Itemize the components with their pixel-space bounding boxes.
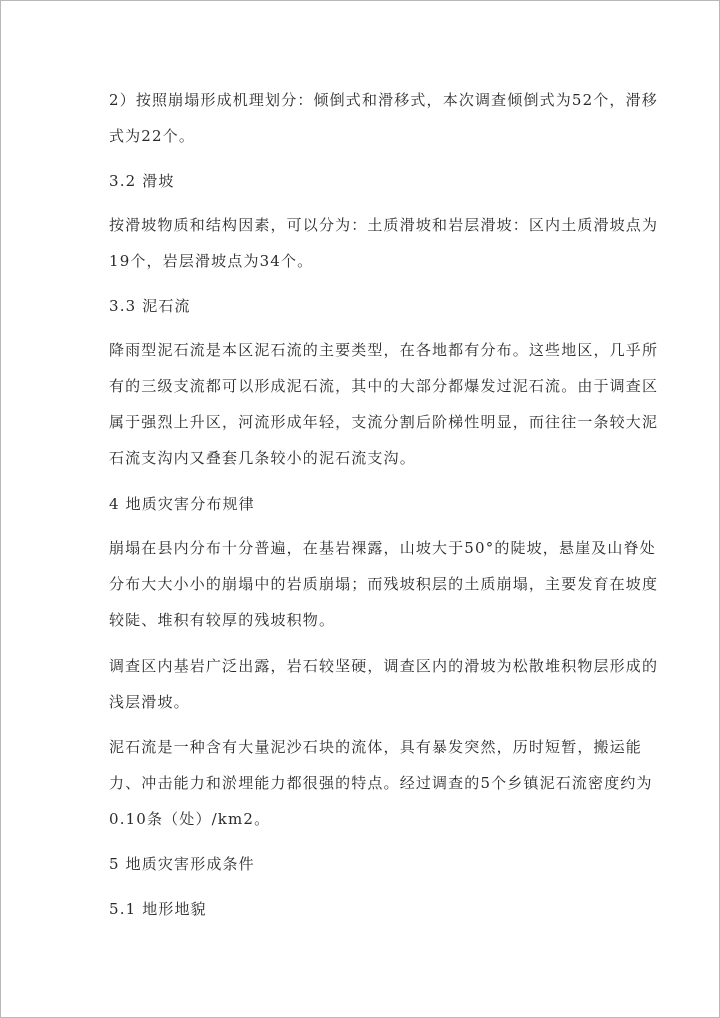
text-line: 崩塌在县内分布十分普遍，在基岩裸露，山坡大于50°的陡坡，悬崖及山脊处 <box>109 539 656 557</box>
section-heading: 5 地质灾害形成条件 <box>109 855 255 873</box>
text-line: 较陡、堆积有较厚的残坡积物。 <box>109 611 336 629</box>
text-line: 石流支沟内又叠套几条较小的泥石流支沟。 <box>109 449 416 467</box>
text-line: 分布大大小小的崩塌中的岩质崩塌；而残坡积层的土质崩塌，主要发育在坡度 <box>109 575 659 593</box>
text-line: 属于强烈上升区，河流形成年轻，支流分割后阶梯性明显，而往往一条较大泥 <box>109 413 659 431</box>
text-line: 2）按照崩塌形成机理划分：倾倒式和滑移式，本次调查倾倒式为52个，滑移 <box>109 91 658 109</box>
text-line: 19个，岩层滑坡点为34个。 <box>109 252 314 270</box>
text-line: 泥石流是一种含有大量泥沙石块的流体，具有暴发突然，历时短暂，搬运能 <box>109 738 642 756</box>
text-line: 式为22个。 <box>109 127 195 145</box>
text-line: 力、冲击能力和淤埋能力都很强的特点。经过调查的5个乡镇泥石流密度约为 <box>109 774 653 792</box>
text-line: 调查区内基岩广泛出露，岩石较坚硬，调查区内的滑坡为松散堆积物层形成的 <box>109 657 659 675</box>
section-heading: 3.3 泥石流 <box>109 297 191 315</box>
text-line: 按滑坡物质和结构因素，可以分为：土质滑坡和岩层滑坡：区内土质滑坡点为 <box>109 216 659 234</box>
section-heading: 5.1 地形地貌 <box>109 900 207 918</box>
text-line: 0.10条（处）/km2。 <box>109 810 271 828</box>
section-heading: 4 地质灾害分布规律 <box>109 495 255 513</box>
text-line: 浅层滑坡。 <box>109 693 190 711</box>
text-line: 有的三级支流都可以形成泥石流，其中的大部分都爆发过泥石流。由于调查区 <box>109 377 659 395</box>
text-line: 降雨型泥石流是本区泥石流的主要类型，在各地都有分布。这些地区，几乎所 <box>109 341 659 359</box>
section-heading: 3.2 滑坡 <box>109 172 175 190</box>
